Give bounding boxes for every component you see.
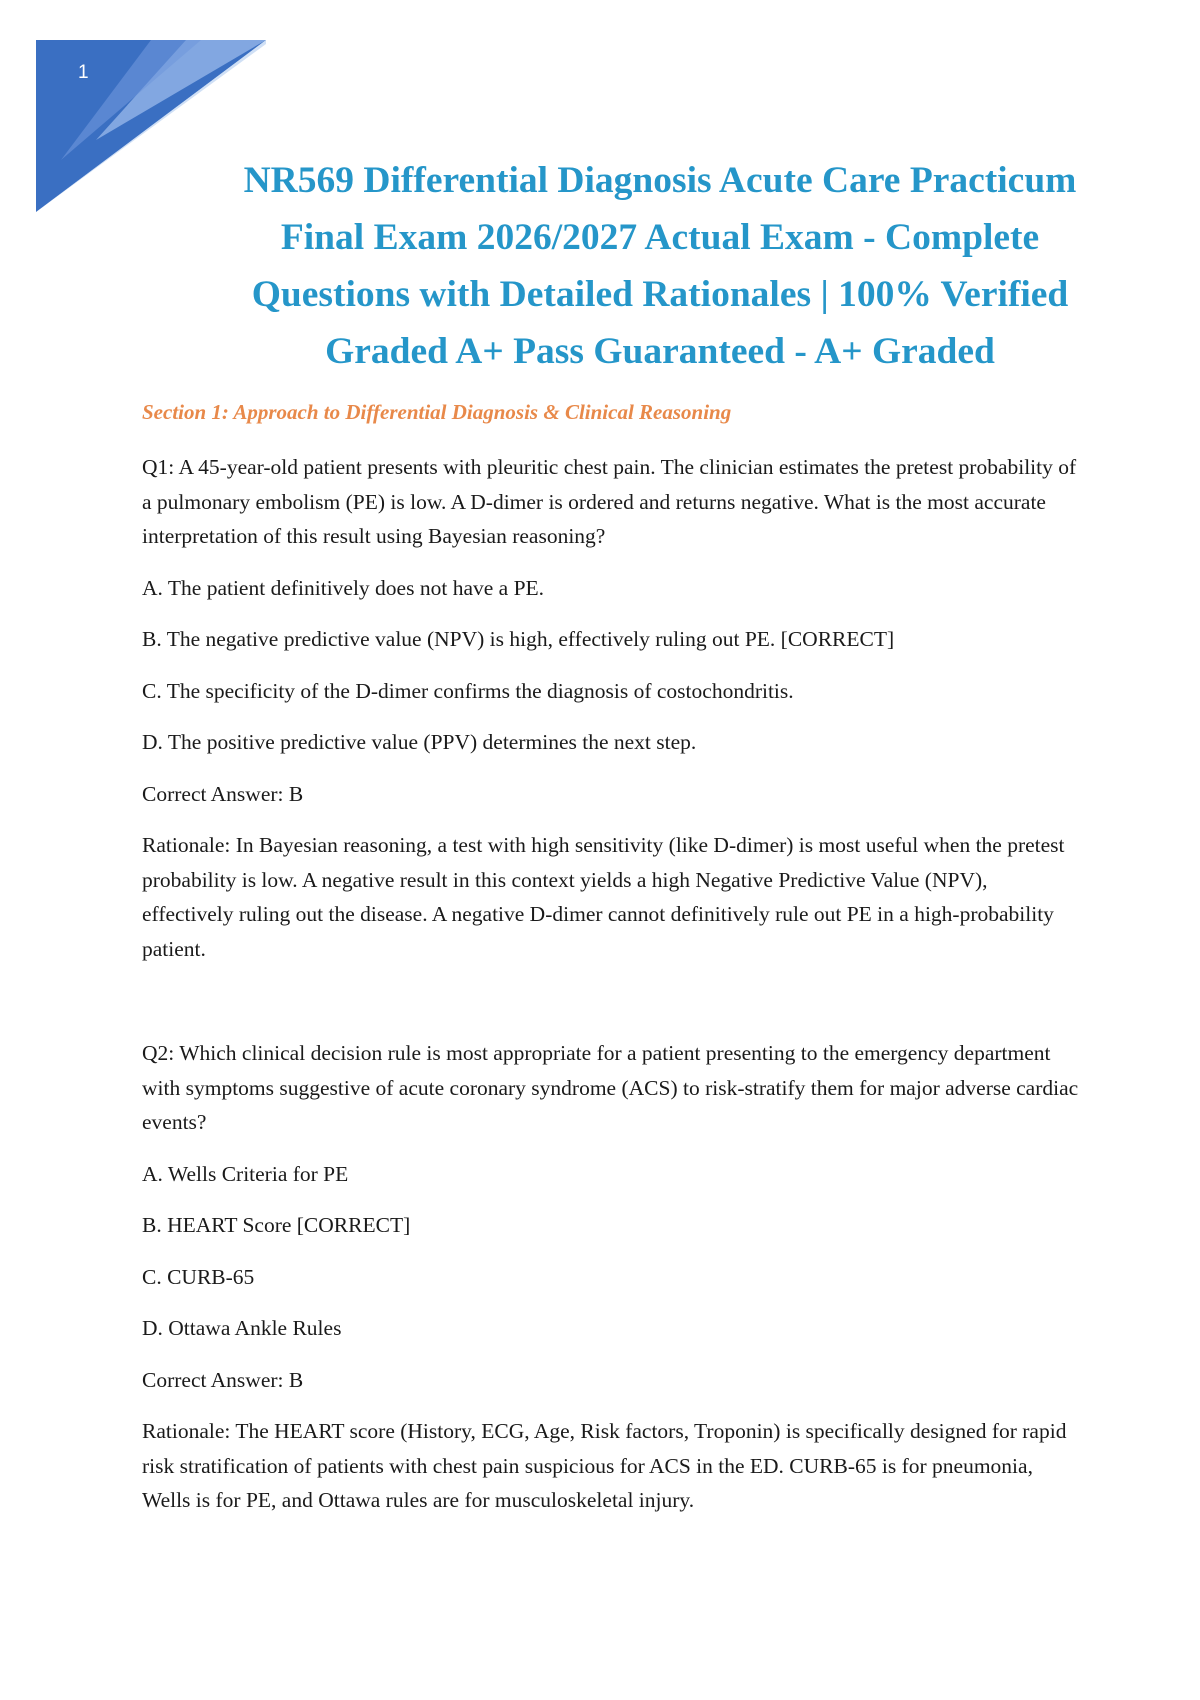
answer-option: C. The specificity of the D-dimer confirms the diagnosis of costochondritis.	[142, 678, 794, 703]
rationale: Rationale: The HEART score (History, ECG, Age, Risk factors, Troponin) is specifically designed for rapid risk stratification of patients with chest pain suspicious for ACS in the ED. CURB-65 is for pneumonia, Wells is for PE, and Ottawa rules are for musculoskeletal injury.	[142, 1419, 1067, 1512]
spacer	[142, 983, 1082, 1036]
answer-option: B. The negative predictive value (NPV) is high, effectively ruling out PE. [CORRECT]	[142, 627, 895, 651]
question-stem: Q2: Which clinical decision rule is most appropriate for a patient presenting to the emergency department with symptoms suggestive of acute coronary syndrome (ACS) to risk-stratify them for major adverse cardiac events?	[142, 1041, 1079, 1134]
section-heading: Section 1: Approach to Differential Diagnosis & Clinical Reasoning	[142, 400, 732, 424]
answer-option: B. HEART Score [CORRECT]	[142, 1213, 411, 1237]
rationale: Rationale: In Bayesian reasoning, a test with high sensitivity (like D-dimer) is most useful when the pretest probability is low. A negative result in this context yields a high Negative Predictive Value (NPV), effectively ruling out the disease. A negative D-dimer cannot definitively rule out PE in a high-probability patient.	[142, 833, 1065, 961]
question-stem: Q1: A 45-year-old patient presents with pleuritic chest pain. The clinician estimates the pretest probability of a pulmonary embolism (PE) is low. A D-dimer is ordered and returns negative. What is the most accurate interpretation of this result using Bayesian reasoning?	[142, 455, 1077, 548]
answer-option: D. The positive predictive value (PPV) determines the next step.	[142, 730, 697, 754]
question-block	[142, 450, 1082, 966]
title-line: Questions with Detailed Rationales | 100% Verified	[251, 274, 1069, 315]
answer-option: A. Wells Criteria for PE	[142, 1161, 349, 1186]
answer-option: D. Ottawa Ankle Rules	[142, 1316, 342, 1340]
question-block	[142, 1036, 1082, 1518]
document-title	[120, 152, 1200, 380]
title-line: Final Exam 2026/2027 Actual Exam - Complete	[280, 217, 1040, 258]
title-line: NR569 Differential Diagnosis Acute Care Practicum	[243, 160, 1077, 201]
correct-answer: Correct Answer: B	[142, 781, 304, 806]
answer-option: A. The patient definitively does not have a PE.	[142, 575, 545, 600]
answer-option: C. CURB-65	[142, 1264, 255, 1289]
document-body	[142, 450, 1082, 1535]
page-number: 1	[78, 62, 89, 83]
title-line: Graded A+ Pass Guaranteed - A+ Graded	[325, 331, 995, 372]
correct-answer: Correct Answer: B	[142, 1367, 304, 1392]
